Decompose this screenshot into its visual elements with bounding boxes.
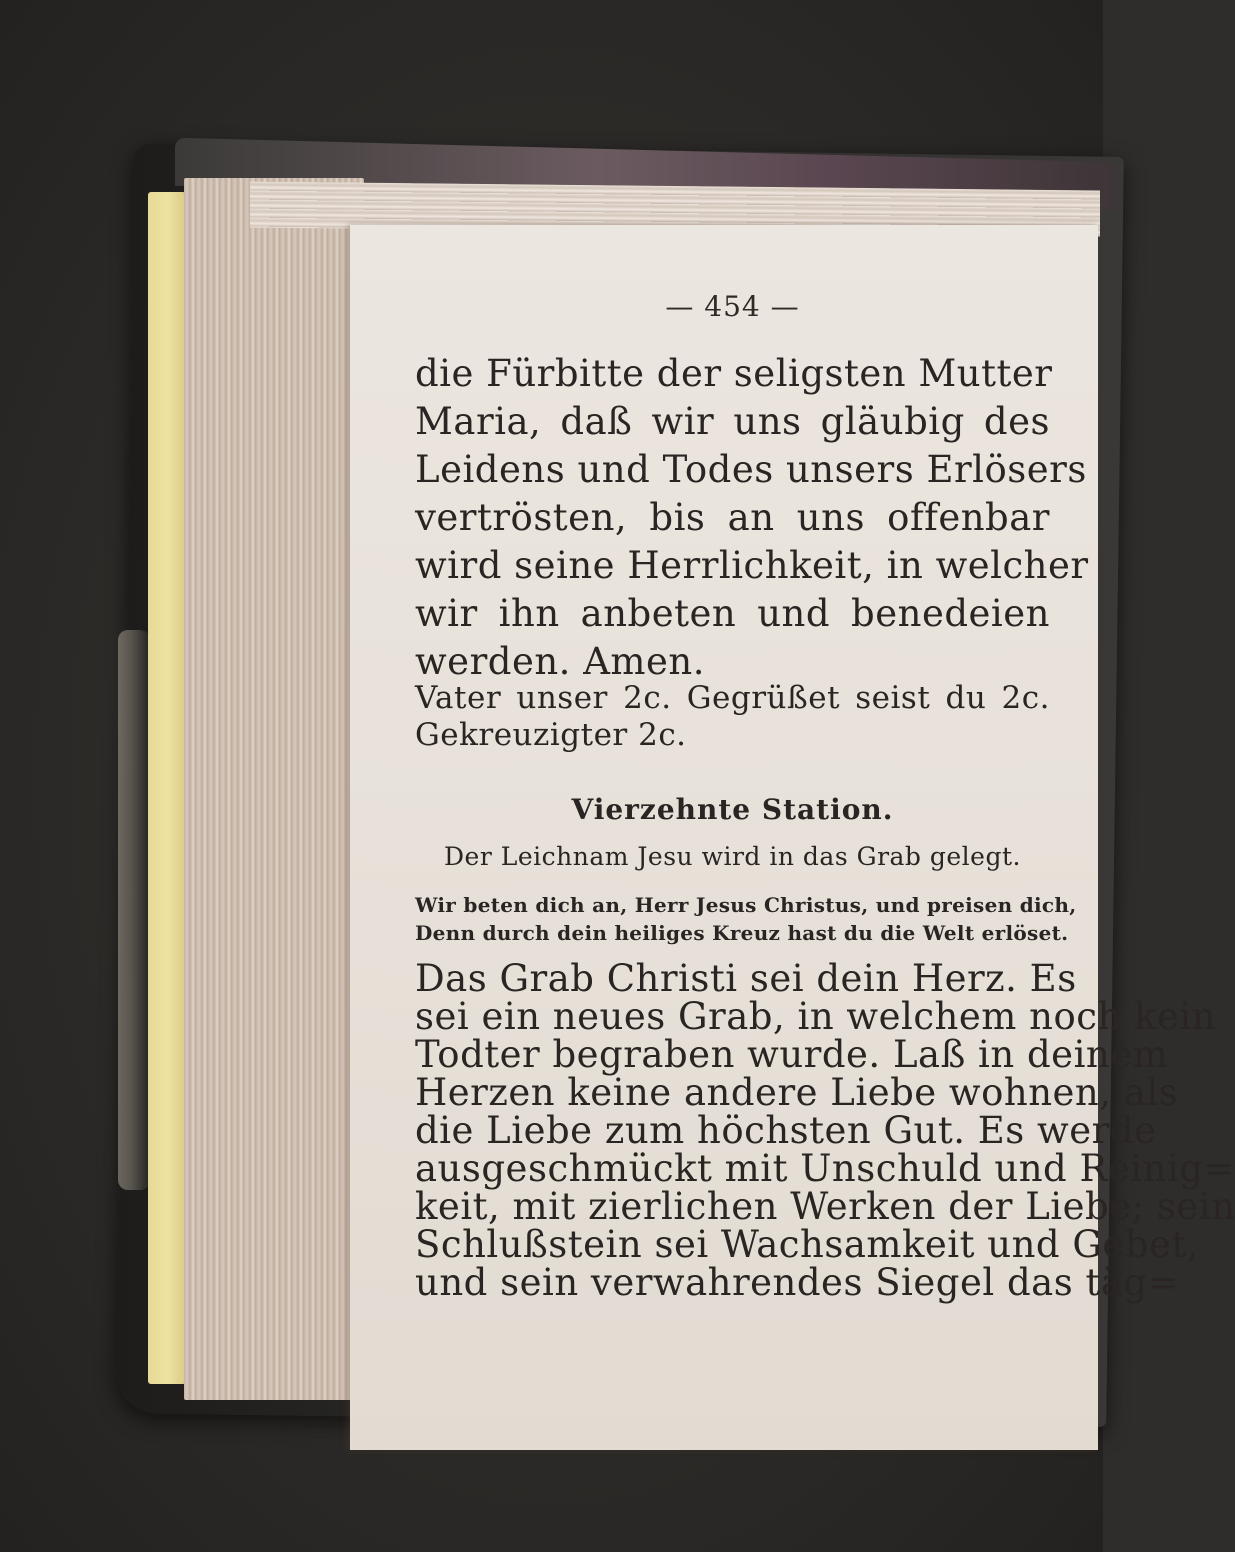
page-edges bbox=[184, 178, 364, 1400]
text-line: sei ein neues Grab, in welchem noch kein bbox=[415, 995, 1217, 1038]
text-line: vertrösten, bis an uns offenbar bbox=[415, 496, 1050, 539]
prayer-line: Vater unser 2c. Gegrüßet seist du 2c. bbox=[415, 680, 1050, 716]
text-line: die Liebe zum höchsten Gut. Es werde bbox=[415, 1109, 1157, 1152]
yellow-endpaper bbox=[148, 192, 186, 1384]
text-line: Maria, daß wir uns gläubig des bbox=[415, 400, 1050, 443]
station-subtitle: Der Leichnam Jesu wird in das Grab gelegt. bbox=[444, 842, 1021, 871]
spine-wear bbox=[118, 630, 150, 1190]
verse-line: Denn durch dein heiliges Kreuz hast du die Welt erlöset. bbox=[415, 921, 1069, 945]
text-line: die Fürbitte der seligsten Mutter bbox=[415, 352, 1053, 395]
prayer-line: Gekreuzigter 2c. bbox=[415, 717, 687, 753]
text-line: ausgeschmückt mit Unschuld und Reinig= bbox=[415, 1147, 1235, 1190]
page-text-block bbox=[415, 290, 1235, 1310]
page-number: — 454 — bbox=[665, 290, 800, 323]
text-line: Schlußstein sei Wachsamkeit und Gebet, bbox=[415, 1223, 1200, 1266]
text-line: Leidens und Todes unsers Erlösers bbox=[415, 448, 1087, 491]
text-line: wird seine Herrlichkeit, in welcher bbox=[415, 544, 1089, 587]
verse-line: Wir beten dich an, Herr Jesus Christus, und preisen dich, bbox=[415, 893, 1077, 917]
text-line: Todter begraben wurde. Laß in deinem bbox=[415, 1033, 1169, 1076]
text-line: Herzen keine andere Liebe wohnen, als bbox=[415, 1071, 1179, 1114]
text-line: keit, mit zierlichen Werken der Liebe; sein bbox=[415, 1185, 1235, 1228]
text-line: wir ihn anbeten und benedeien bbox=[415, 592, 1050, 635]
station-title: Vierzehnte Station. bbox=[571, 793, 894, 826]
text-line: und sein verwahrendes Siegel das täg= bbox=[415, 1261, 1180, 1304]
text-line: Das Grab Christi sei dein Herz. Es bbox=[415, 957, 1077, 1000]
text-line: werden. Amen. bbox=[415, 640, 705, 683]
